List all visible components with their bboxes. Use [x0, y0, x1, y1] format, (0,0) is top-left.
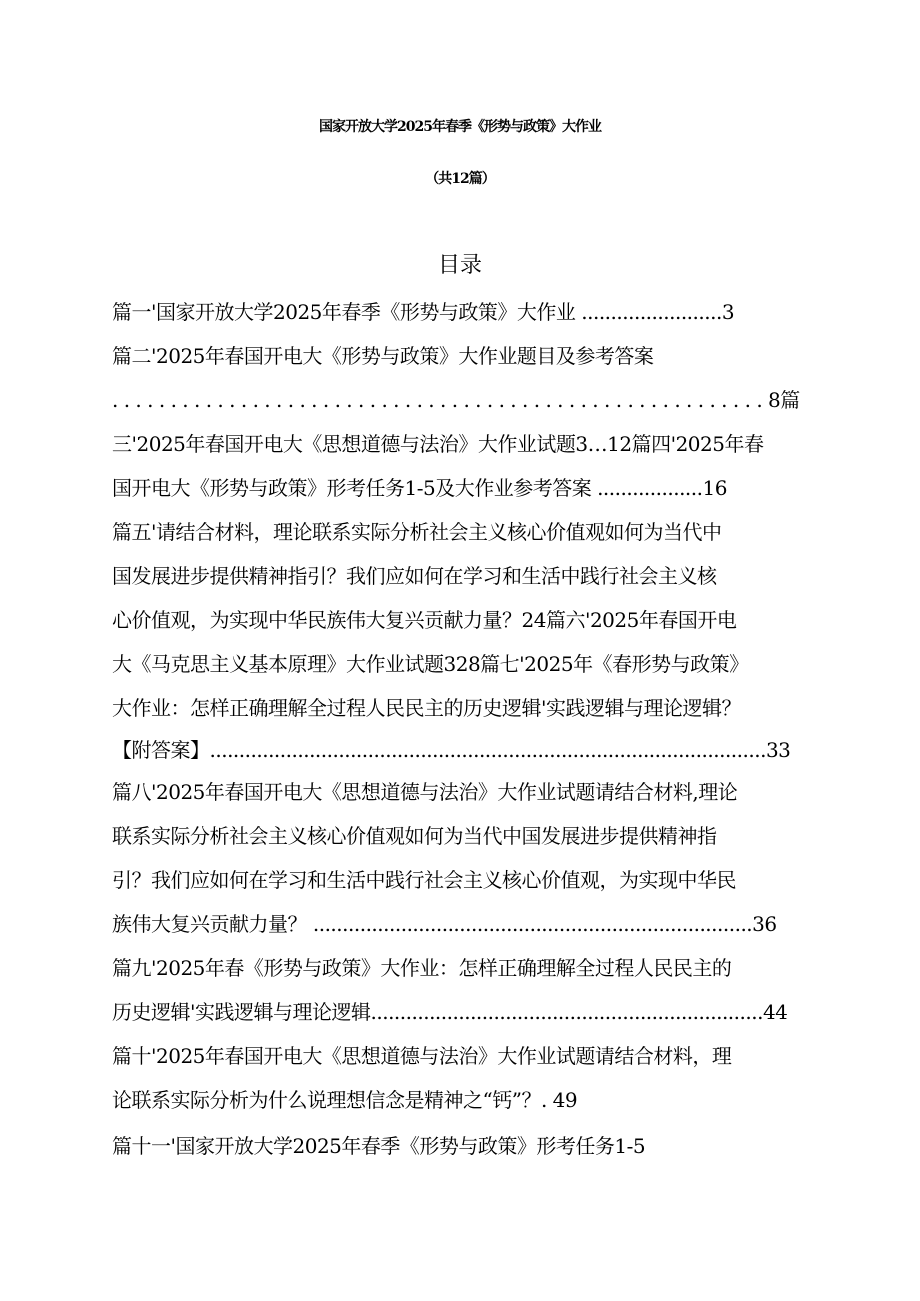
toc-line: 篇五'请结合材料，理论联系实际分析社会主义核心价值观如何为当代中	[112, 520, 722, 544]
toc-line: . . . . . . . . . . . . . . . . . . . . . . . . . . . . . . . . . . . . . . . . . . . . . . . . . . . . . . . . 8篇	[112, 388, 800, 412]
toc-line: 族伟大复兴贡献力量？ ...........................................................................36	[112, 912, 777, 936]
document-title: 国家开放大学2025年春季《形势与政策》大作业	[319, 119, 601, 135]
toc-line: 篇一'国家开放大学2025年春季《形势与政策》大作业 ........................3	[112, 300, 735, 324]
toc-line: 篇八'2025年春国开电大《思想道德与法治》大作业试题请结合材料,理论	[112, 780, 738, 804]
toc-line: 国发展进步提供精神指引？我们应如何在学习和生活中践行社会主义核	[112, 564, 717, 588]
toc-line: 篇二'2025年春国开电大《形势与政策》大作业题目及参考答案	[112, 344, 654, 368]
toc-line: 【附答案】...............................................................................................33	[112, 738, 791, 762]
toc-line: 大作业：怎样正确理解全过程人民民主的历史逻辑'实践逻辑与理论逻辑？	[112, 696, 741, 720]
toc-line: 历史逻辑'实践逻辑与理论逻辑...................................................................44	[112, 1000, 788, 1024]
toc-line: 篇十'2025年春国开电大《思想道德与法治》大作业试题请结合材料，理	[112, 1044, 732, 1068]
toc-line: 篇九'2025年春《形势与政策》大作业：怎样正确理解全过程人民民主的	[112, 956, 732, 980]
toc-line: 联系实际分析社会主义核心价值观如何为当代中国发展进步提供精神指	[112, 824, 717, 848]
toc-line: 大《马克思主义基本原理》大作业试题328篇七'2025年《春形势与政策》	[112, 652, 749, 676]
toc-line: 国开电大《形势与政策》形考任务1-5及大作业参考答案 ..................16	[112, 476, 727, 500]
toc-line: 篇十一'国家开放大学2025年春季《形势与政策》形考任务1-5	[112, 1134, 646, 1158]
toc-line: 三'2025年春国开电大《思想道德与法治》大作业试题3…12篇四'2025年春	[112, 432, 764, 456]
toc-line: 引？我们应如何在学习和生活中践行社会主义核心价值观，为实现中华民	[112, 868, 736, 892]
toc-line: 论联系实际分析为什么说理想信念是精神之“钙”？. 49	[112, 1088, 578, 1112]
document-subtitle: （共12篇）	[425, 171, 495, 187]
toc-heading: 目录	[437, 253, 482, 278]
toc-line: 心价值观，为实现中华民族伟大复兴贡献力量？24篇六'2025年春国开电	[112, 608, 737, 632]
